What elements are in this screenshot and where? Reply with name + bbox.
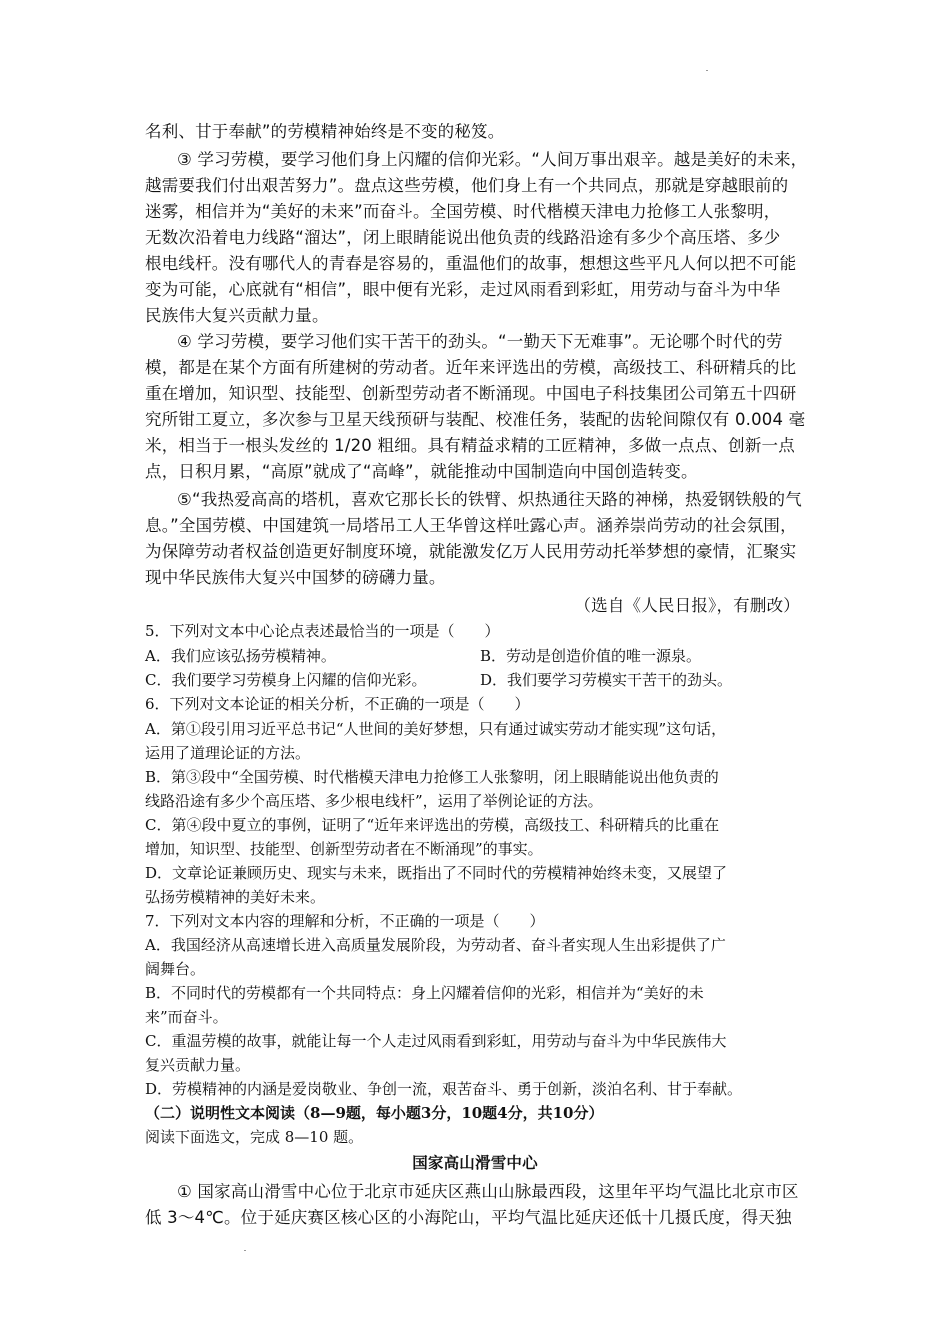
article-title: 国家高山滑雪中心 [412, 1154, 538, 1172]
text-line: D．文章论证兼顾历史、现实与未来，既指出了不同时代的劳模精神始终未变，又展望了 [145, 864, 728, 882]
text-line: 点，日积月累，“高原”就成了“高峰”，就能推动中国制造向中国创造转变。 [145, 462, 698, 481]
text-line: 线路沿途有多少个高压塔、多少根电线杆”，运用了举例论证的方法。 [145, 792, 603, 810]
text-line: 名利、甘于奉献”的劳模精神始终是不变的秘笈。 [145, 122, 505, 141]
text-line: 息。”全国劳模、中国建筑一局塔吊工人王华曾这样吐露心声。涵养崇尚劳动的社会氛围， [145, 516, 797, 535]
text-line: 为保障劳动者权益创造更好制度环境，就能激发亿万人民用劳动托举梦想的豪情，汇聚实 [145, 542, 797, 561]
text-line: A．我国经济从高速增长进入高质量发展阶段，为劳动者、奋斗者实现人生出彩提供了广 [145, 936, 726, 954]
text-line: 迷雾，相信并为“美好的未来”而奋斗。全国劳模、时代楷模天津电力抢修工人张黎明， [145, 202, 781, 221]
scan-mark [244, 1250, 246, 1251]
text-line: 来”而奋斗。 [145, 1008, 228, 1026]
section-heading: （二）说明性文本阅读（8—9题，每小题3分，10题4分，共10分） [145, 1104, 604, 1122]
question-5: 5．下列对文本中心论点表述最恰当的一项是（ ） [145, 622, 500, 640]
text-line: 变为可能，心底就有“相信”，眼中便有光彩，走过风雨看到彩虹，用劳动与奋斗为中华 [145, 280, 781, 299]
text-line: 无数次沿着电力线路“溜达”，闭上眼睛能说出他负责的线路沿途有多少个高压塔、多少 [145, 228, 781, 247]
text-line: 增加，知识型、技能型、创新型劳动者在不断涌现”的事实。 [145, 840, 543, 858]
text-line: 低 3～4℃。位于延庆赛区核心区的小海陀山，平均气温比延庆还低十几摄氏度，得天独 [145, 1208, 792, 1227]
text-line: 米，相当于一根头发丝的 1/20 粗细。具有精益求精的工匠精神，多做一点点、创新一点 [145, 436, 795, 455]
text-line: B．不同时代的劳模都有一个共同特点：身上闪耀着信仰的光彩，相信并为“美好的未 [145, 984, 704, 1002]
source-citation: （选自《人民日报》，有删改） [574, 596, 800, 615]
instruction-line: 阅读下面选文，完成 8—10 题。 [145, 1128, 364, 1146]
question-6: 6．下列对文本论证的相关分析，不正确的一项是（ ） [145, 695, 530, 713]
text-line: C．第④段中夏立的事例，证明了“近年来评选出的劳模，高级技工、科研精兵的比重在 [145, 816, 720, 834]
option-5b: B．劳动是创造价值的唯一源泉。 [480, 647, 702, 665]
option-5a: A．我们应该弘扬劳模精神。 [145, 647, 336, 665]
text-line: D．劳模精神的内涵是爱岗敬业、争创一流，艰苦奋斗、勇于创新，淡泊名利、甘于奉献。 [145, 1080, 743, 1098]
text-line: C．重温劳模的故事，就能让每一个人走过风雨看到彩虹，用劳动与奋斗为中华民族伟大 [145, 1032, 727, 1050]
text-line: 运用了道理论证的方法。 [145, 744, 311, 762]
text-line: B．第③段中“全国劳模、时代楷模天津电力抢修工人张黎明，闭上眼睛能说出他负责的 [145, 768, 719, 786]
option-5d: D．我们要学习劳模实干苦干的劲头。 [480, 671, 733, 689]
text-line: ④ 学习劳模，要学习他们实干苦干的劲头。“一勤天下无难事”。无论哪个时代的劳 [177, 332, 783, 351]
question-7: 7．下列对文本内容的理解和分析，不正确的一项是（ ） [145, 912, 545, 930]
text-line: 越需要我们付出艰苦努力”。盘点这些劳模，他们身上有一个共同点，那就是穿越眼前的 [145, 176, 789, 195]
text-line: 现中华民族伟大复兴中国梦的磅礴力量。 [145, 568, 446, 587]
text-line: ③ 学习劳模，要学习他们身上闪耀的信仰光彩。“人间万事出艰辛。越是美好的未来， [177, 150, 808, 169]
text-line: 模，都是在某个方面有所建树的劳动者。近年来评选出的劳模，高级技工、科研精兵的比 [145, 358, 797, 377]
text-line: 民族伟大复兴贡献力量。 [145, 306, 329, 325]
option-5c: C．我们要学习劳模身上闪耀的信仰光彩。 [145, 671, 427, 689]
text-line: 究所钳工夏立，多次参与卫星天线预研与装配、校准任务，装配的齿轮间隙仅有 0.004 毫 [145, 410, 806, 429]
text-line: ⑤“我热爱高高的塔机，喜欢它那长长的铁臂、炽热通往天路的神梯，热爱钢铁般的气 [177, 490, 802, 509]
text-line: 弘扬劳模精神的美好未来。 [145, 888, 326, 906]
scan-mark [706, 70, 708, 71]
text-line: 根电线杆。没有哪代人的青春是容易的，重温他们的故事，想想这些平凡人何以把不可能 [145, 254, 797, 273]
text-line: 阔舞台。 [145, 960, 206, 978]
text-line: ① 国家高山滑雪中心位于北京市延庆区燕山山脉最西段，这里年平均气温比北京市区 [177, 1182, 799, 1201]
text-line: 复兴贡献力量。 [145, 1056, 251, 1074]
text-line: 重在增加，知识型、技能型、创新型劳动者不断涌现。中国电子科技集团公司第五十四研 [145, 384, 797, 403]
text-line: A．第①段引用习近平总书记“人世间的美好梦想，只有通过诚实劳动才能实现”这句话， [145, 720, 727, 738]
